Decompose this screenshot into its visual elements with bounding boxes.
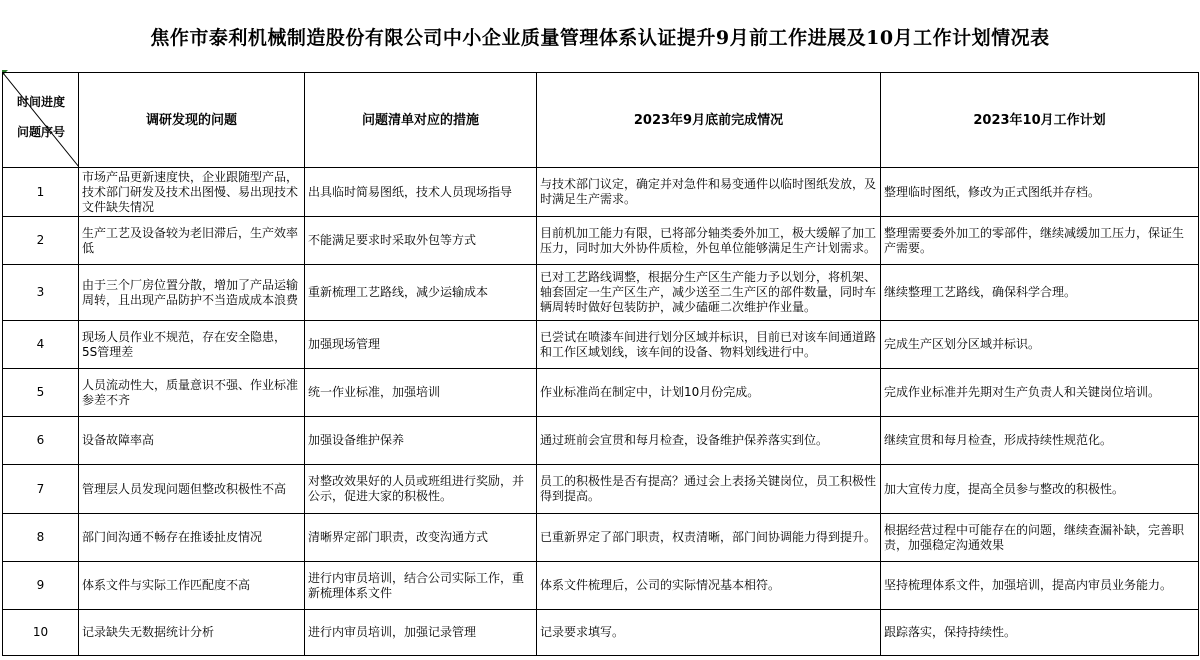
sept-status-cell[interactable]: 目前机加工能力有限，已将部分轴类委外加工，极大缓解了加工压力，同时加大外协件质检，外包单位能够满足生产计划需求。: [537, 217, 881, 265]
problem-cell[interactable]: 体系文件与实际工作匹配度不高: [79, 562, 305, 610]
sept-status-cell[interactable]: 作业标准尚在制定中，计划10月份完成。: [537, 369, 881, 417]
table-row: [3, 217, 1199, 265]
oct-plan-cell[interactable]: 继续宣贯和每月检查，形成持续性规范化。: [881, 417, 1199, 465]
sept-status-cell[interactable]: 已尝试在喷漆车间进行划分区域并标识，目前已对该车间通道路和工作区域划线，该车间的设备、物料划线进行中。: [537, 321, 881, 369]
table-row: [3, 610, 1199, 656]
header-time-progress: 时间进度: [17, 95, 66, 109]
row-number-cell[interactable]: 2: [3, 217, 79, 265]
sept-status-cell[interactable]: 与技术部门议定，确定并对急件和易变通件以临时图纸发放，及时满足生产需求。: [537, 168, 881, 217]
progress-table: [2, 72, 1199, 656]
oct-plan-cell[interactable]: 继续整理工艺路线，确保科学合理。: [881, 265, 1199, 321]
table-row: [3, 369, 1199, 417]
header-problem-number: 问题序号: [17, 125, 66, 139]
table-row: [3, 514, 1199, 562]
table-row: [3, 465, 1199, 514]
measure-cell[interactable]: 重新梳理工艺路线，减少运输成本: [305, 265, 537, 321]
problem-cell[interactable]: 由于三个厂房位置分散，增加了产品运输周转，且出现产品防护不当造成成本浪费: [79, 265, 305, 321]
problem-cell[interactable]: 部门间沟通不畅存在推诿扯皮情况: [79, 514, 305, 562]
sept-status-cell[interactable]: 通过班前会宣贯和每月检查，设备维护保养落实到位。: [537, 417, 881, 465]
row-number-cell[interactable]: 4: [3, 321, 79, 369]
header-problem[interactable]: 调研发现的问题: [79, 73, 305, 168]
row-number-cell[interactable]: 8: [3, 514, 79, 562]
measure-cell[interactable]: 加强设备维护保养: [305, 417, 537, 465]
measure-cell[interactable]: 加强现场管理: [305, 321, 537, 369]
measure-cell[interactable]: 进行内审员培训，结合公司实际工作，重新梳理体系文件: [305, 562, 537, 610]
diagonal-header-cell[interactable]: [3, 73, 79, 168]
header-oct-plan[interactable]: 2023年10月工作计划: [881, 73, 1199, 168]
oct-plan-cell[interactable]: 完成作业标准并先期对生产负责人和关键岗位培训。: [881, 369, 1199, 417]
measure-cell[interactable]: 进行内审员培训，加强记录管理: [305, 610, 537, 656]
row-number-cell[interactable]: 9: [3, 562, 79, 610]
problem-cell[interactable]: 市场产品更新速度快，企业跟随型产品，技术部门研发及技术出图慢、易出现技术文件缺失情况: [79, 168, 305, 217]
oct-plan-cell[interactable]: 根据经营过程中可能存在的问题，继续查漏补缺，完善职责，加强稳定沟通效果: [881, 514, 1199, 562]
header-measure[interactable]: 问题清单对应的措施: [305, 73, 537, 168]
row-number-cell[interactable]: 6: [3, 417, 79, 465]
sheet-title: 焦作市泰利机械制造股份有限公司中小企业质量管理体系认证提升9月前工作进展及10月工作计划情况表: [150, 26, 1050, 49]
oct-plan-cell[interactable]: 坚持梳理体系文件，加强培训，提高内审员业务能力。: [881, 562, 1199, 610]
sept-status-cell[interactable]: 记录要求填写。: [537, 610, 881, 656]
measure-cell[interactable]: 出具临时简易图纸，技术人员现场指导: [305, 168, 537, 217]
header-sept-status[interactable]: 2023年9月底前完成情况: [537, 73, 881, 168]
table-row: [3, 321, 1199, 369]
measure-cell[interactable]: 不能满足要求时采取外包等方式: [305, 217, 537, 265]
oct-plan-cell[interactable]: 整理临时图纸，修改为正式图纸并存档。: [881, 168, 1199, 217]
measure-cell[interactable]: 统一作业标准，加强培训: [305, 369, 537, 417]
problem-cell[interactable]: 现场人员作业不规范，存在安全隐患，5S管理差: [79, 321, 305, 369]
header-row: [3, 73, 1199, 168]
measure-cell[interactable]: 清晰界定部门职责，改变沟通方式: [305, 514, 537, 562]
table-row: [3, 265, 1199, 321]
oct-plan-cell[interactable]: 整理需要委外加工的零部件，继续减缓加工压力，保证生产需要。: [881, 217, 1199, 265]
sept-status-cell[interactable]: 已重新界定了部门职责，权责清晰，部门间协调能力得到提升。: [537, 514, 881, 562]
table-row: [3, 168, 1199, 217]
table-row: [3, 562, 1199, 610]
row-number-cell[interactable]: 1: [3, 168, 79, 217]
sept-status-cell[interactable]: 员工的积极性是否有提高？通过会上表扬关键岗位，员工积极性得到提高。: [537, 465, 881, 514]
diagonal-line: [3, 73, 79, 167]
sept-status-cell[interactable]: 体系文件梳理后，公司的实际情况基本相符。: [537, 562, 881, 610]
problem-cell[interactable]: 管理层人员发现问题但整改积极性不高: [79, 465, 305, 514]
problem-cell[interactable]: 人员流动性大，质量意识不强、作业标准参差不齐: [79, 369, 305, 417]
sept-status-cell[interactable]: 已对工艺路线调整，根据分生产区生产能力予以划分，将机架、轴套固定一生产区生产，减少送至二生产区的部件数量，同时车辆周转时做好包装防护，减少磕砸二次维护作业量。: [537, 265, 881, 321]
oct-plan-cell[interactable]: 跟踪落实，保持持续性。: [881, 610, 1199, 656]
problem-cell[interactable]: 生产工艺及设备较为老旧滞后，生产效率低: [79, 217, 305, 265]
problem-cell[interactable]: 记录缺失无数据统计分析: [79, 610, 305, 656]
oct-plan-cell[interactable]: 完成生产区划分区域并标识。: [881, 321, 1199, 369]
problem-cell[interactable]: 设备故障率高: [79, 417, 305, 465]
row-number-cell[interactable]: 3: [3, 265, 79, 321]
table-row: [3, 417, 1199, 465]
measure-cell[interactable]: 对整改效果好的人员或班组进行奖励，并公示，促进大家的积极性。: [305, 465, 537, 514]
oct-plan-cell[interactable]: 加大宣传力度，提高全员参与整改的积极性。: [881, 465, 1199, 514]
row-number-cell[interactable]: 7: [3, 465, 79, 514]
row-number-cell[interactable]: 10: [3, 610, 79, 656]
row-number-cell[interactable]: 5: [3, 369, 79, 417]
